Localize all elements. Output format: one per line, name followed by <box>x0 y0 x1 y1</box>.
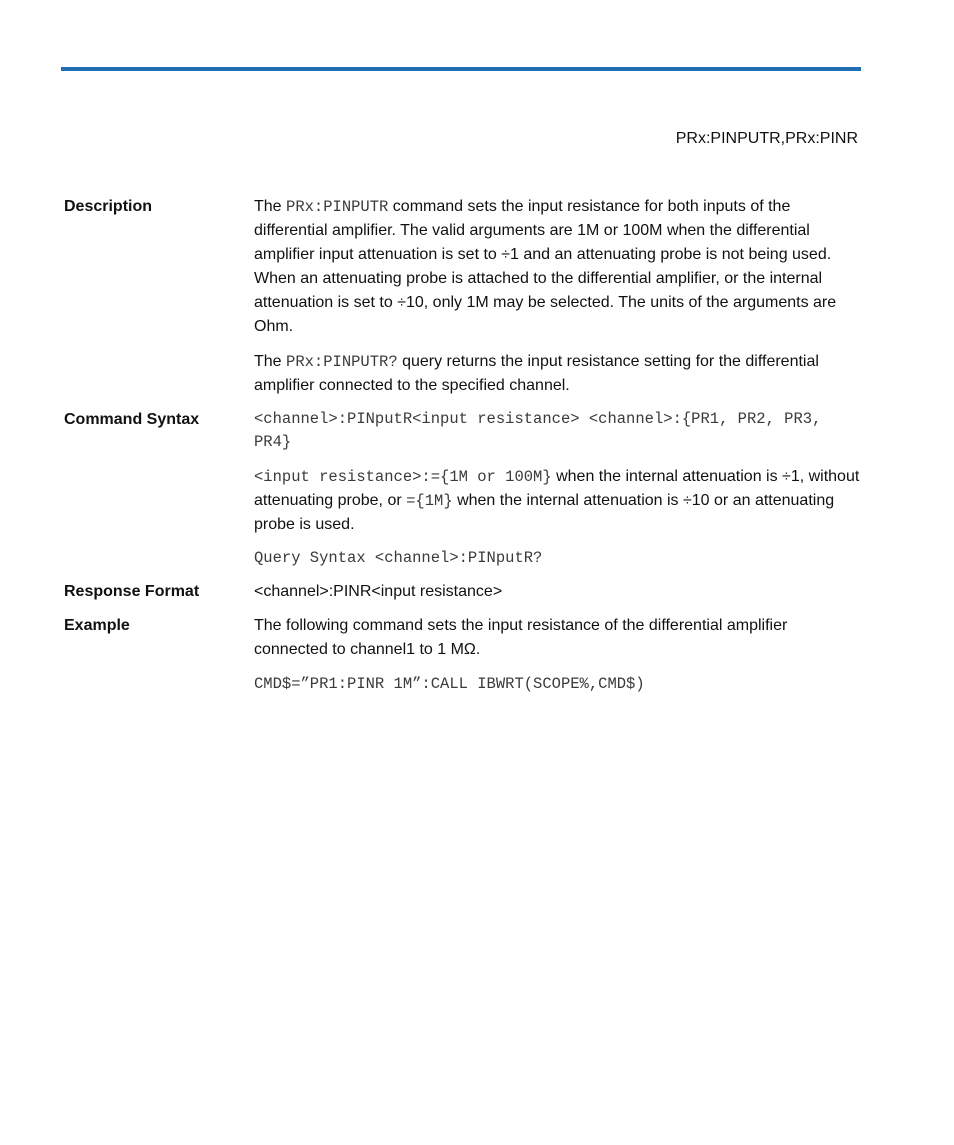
page-header-title: PRx:PINPUTR,PRx:PINR <box>675 130 858 147</box>
description-p2-text: query returns the input resistance setting for the differential amplifier connected to the specified channel. <box>254 353 819 394</box>
argument-code: <input resistance>:={1M or 100M} <box>254 468 552 486</box>
description-paragraph-2 <box>254 350 860 398</box>
description-content <box>254 195 860 398</box>
argument-description <box>254 465 860 537</box>
argument-code-2: ={1M} <box>406 492 453 510</box>
example-code: CMD$=”PR1:PINR 1M”:CALL IBWRT(SCOPE%,CMD$) <box>254 675 645 693</box>
command-syntax-code: <channel>:PINputR<input resistance> <channel>:{PR1, PR2, PR3, PR4} <box>254 410 822 451</box>
response-format-value: <channel>:PINR<input resistance> <box>254 583 503 600</box>
description-p1-text: command sets the input resistance for both inputs of the differential amplifier. The valid arguments are 1M or 100M when the differential amplifier input attenuation is set to ÷1 and an attenuating probe is not being used. When an attenuating probe is attached to the differential amplifier, or the internal attenuation is set to ÷10, only 1M may be selected. The units of the arguments are Ohm. <box>254 198 837 335</box>
command-syntax-label: Command Syntax <box>64 411 200 428</box>
argument-text-2: when the internal attenuation is ÷10 or an attenuating probe is used. <box>254 492 835 533</box>
example-text: The following command sets the input resistance of the differential amplifier connected to channel1 to 1 MΩ. <box>254 617 788 658</box>
response-format-label: Response Format <box>64 583 200 600</box>
query-syntax-code: Query Syntax <channel>:PINputR? <box>254 549 543 567</box>
example-content <box>254 614 860 696</box>
header-rule <box>61 67 861 71</box>
description-p1-intro: The <box>254 198 287 215</box>
description-p2-intro: The <box>254 353 287 370</box>
command-name-code: PRx:PINPUTR <box>286 198 389 216</box>
example-label: Example <box>64 617 130 634</box>
query-name-code: PRx:PINPUTR? <box>286 353 398 371</box>
argument-text-1: when the internal attenuation is ÷1, without attenuating probe, or <box>254 468 860 509</box>
description-paragraph-1 <box>254 195 860 339</box>
description-label: Description <box>64 198 153 215</box>
command-syntax-content <box>254 408 860 570</box>
